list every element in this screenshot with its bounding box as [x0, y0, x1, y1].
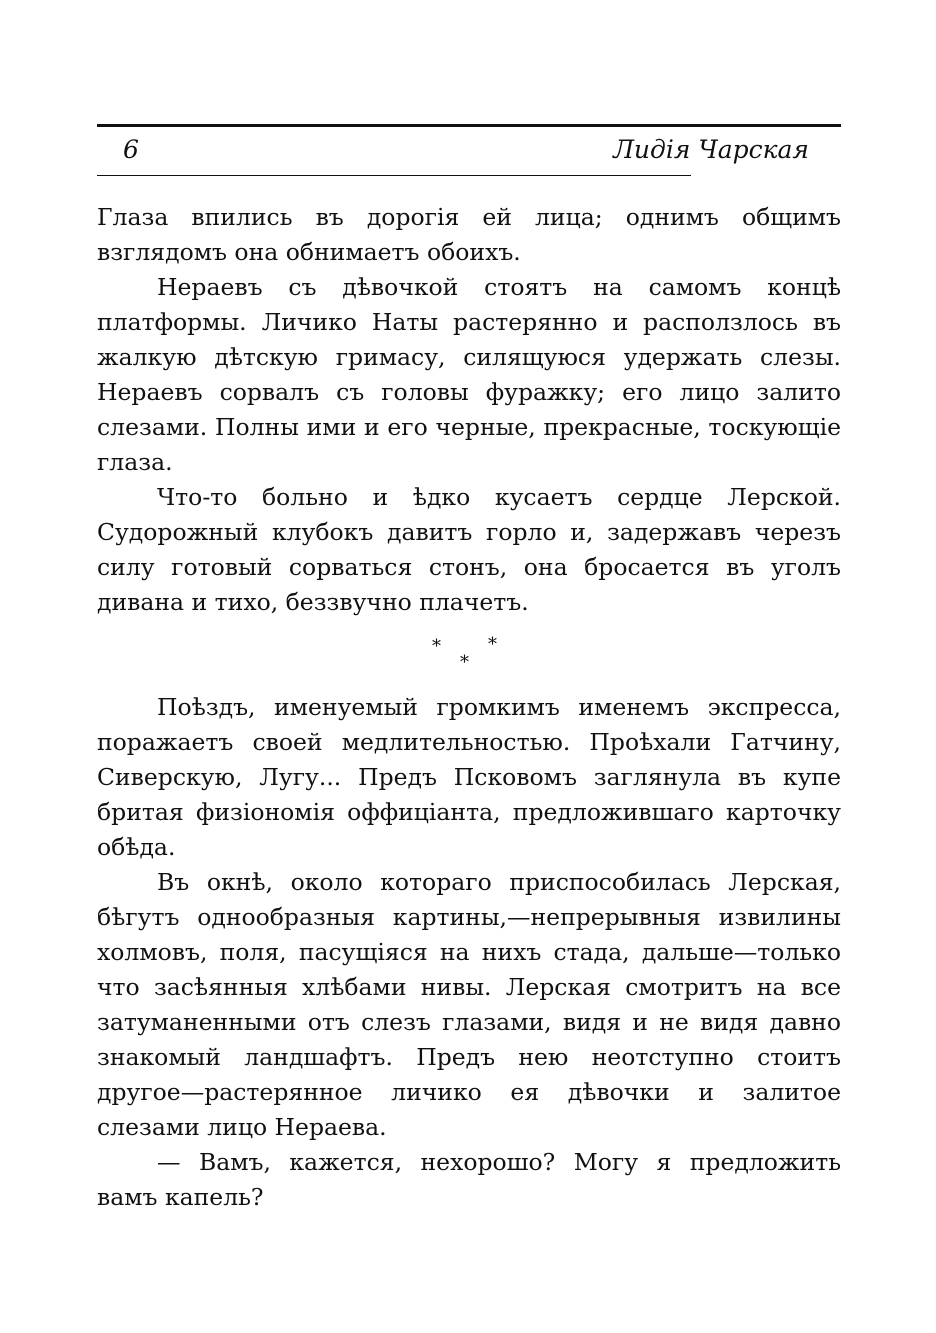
page-header: [97, 124, 841, 179]
running-title: Лидія Чарская: [613, 135, 809, 164]
paragraph: Что-то больно и ѣдко кусаетъ сердце Лерской. Судорожный клубокъ давитъ горло и, задержавъ черезъ силу готовый сорваться стонъ, она бросается въ уголъ дивана и тихо, беззвучно плачетъ.: [97, 483, 841, 616]
paragraph: Глаза впились въ дорогія ей лица; однимъ общимъ взглядомъ она обнимаетъ обоихъ.: [97, 203, 841, 266]
header-rule: [97, 175, 691, 176]
text-block-1: [97, 200, 841, 620]
paragraph: Нераевъ съ дѣвочкой стоятъ на самомъ концѣ платформы. Личико Наты растерянно и расползлось въ жалкую дѣтскую гримасу, силящуюся удержать слезы. Нераевъ сорвалъ съ головы фуражку; его лицо залито слезами. Полны ими и его черные, прекрасные, тоскующіе глаза.: [97, 273, 841, 476]
paragraph: Поѣздъ, именуемый громкимъ именемъ экспресса, поражаетъ своей медлительностью. Проѣхали Гатчину, Сиверскую, Лугу... Предъ Псковомъ заглянула въ купе бритая физіономія оффиціанта, предложившаго карточку обѣда.: [97, 693, 841, 861]
asterisk: *: [460, 652, 469, 673]
section-separator: [430, 634, 510, 674]
paragraph: — Вамъ, кажется, нехорошо? Могу я предложить вамъ капель?: [97, 1148, 841, 1211]
paragraph: Въ окнѣ, около котораго приспособилась Лерская, бѣгутъ однообразныя картины,—непрерывныя извилины холмовъ, поля, пасущіяся на нихъ стада, дальше—только что засѣянныя хлѣбами нивы. Лерская смотритъ на все затуманенными отъ слезъ глазами, видя и не видя давно знакомый ландшафтъ. Предъ нею неотступно стоитъ другое—растерянное личико ея дѣвочки и залитое слезами лицо Нераева.: [97, 868, 841, 1141]
asterisk: *: [432, 636, 441, 657]
asterisk: *: [488, 634, 497, 655]
page-number: 6: [123, 135, 139, 164]
text-block-2: [97, 690, 841, 1215]
